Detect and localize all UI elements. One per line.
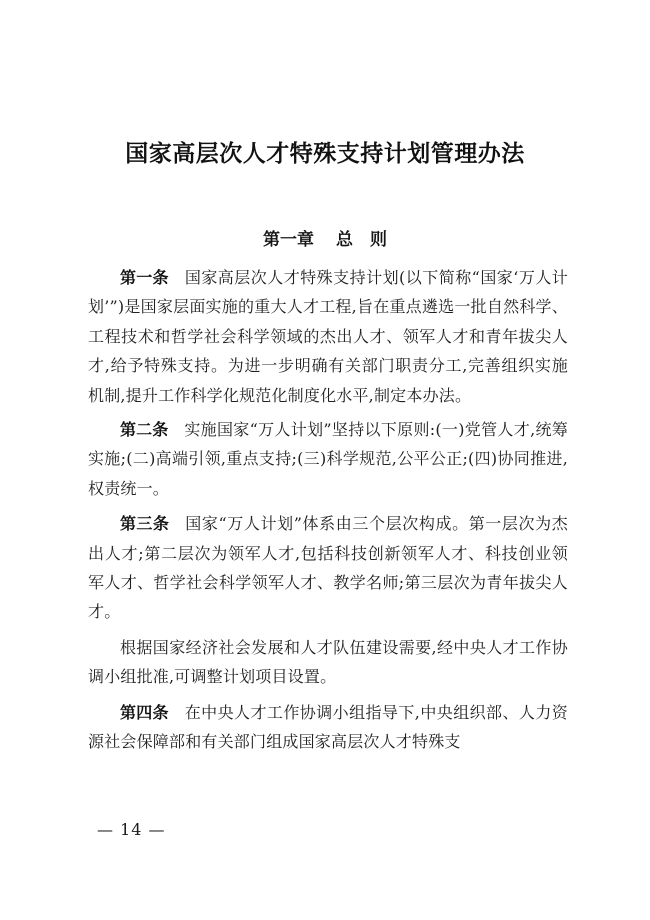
paragraph-article-3-continued (88, 633, 568, 692)
paragraph-text: 国家高层次人才特殊支持计划(以下简称“国家‘万人计划’”)是国家层面实施的重大人才工程,旨在重点遴选一批自然科学、工程技术和哲学社会科学领域的杰出人才、领军人才和青年拔尖人才,给予特殊支持。为进一步明确有关部门职责分工,完善组织实施机制,提升工作科学化规范化制度化水平,制定本办法。 (88, 268, 568, 405)
paragraph-article-1 (88, 263, 568, 410)
article-label: 第三条 (120, 514, 170, 534)
paragraph-article-3 (88, 509, 568, 627)
page-number: — 14 — (97, 820, 166, 839)
paragraph-text: 在中央人才工作协调小组指导下,中央组织部、人力资源社会保障部和有关部门组成国家高层次人才特殊支 (88, 702, 568, 752)
paragraph-article-4 (88, 698, 568, 757)
paragraph-text: 实施国家“万人计划”坚持以下原则:(一)党管人才,统筹实施;(二)高端引领,重点支持;(三)科学规范,公平公正;(四)协同推进,权责统一。 (88, 420, 568, 498)
chapter-name: 总 则 (336, 230, 387, 250)
chapter-heading (0, 225, 650, 250)
paragraph-article-2 (88, 415, 568, 503)
article-label: 第四条 (120, 702, 169, 722)
document-title: 国家高层次人才特殊支持计划管理办法 (125, 140, 525, 167)
chapter-number: 第一章 (263, 230, 314, 250)
document-body (88, 263, 568, 763)
paragraph-text: 根据国家经济社会发展和人才队伍建设需要,经中央人才工作协调小组批准,可调整计划项目设置。 (88, 637, 568, 687)
article-label: 第一条 (120, 268, 169, 287)
paragraph-text: 国家“万人计划”体系由三个层次构成。第一层次为杰出人才;第二层次为领军人才,包括科技创新领军人才、科技创业领军人才、哲学社会科学领军人才、教学名师;第三层次为青年拔尖人才。 (88, 514, 568, 622)
article-label: 第二条 (120, 420, 169, 440)
